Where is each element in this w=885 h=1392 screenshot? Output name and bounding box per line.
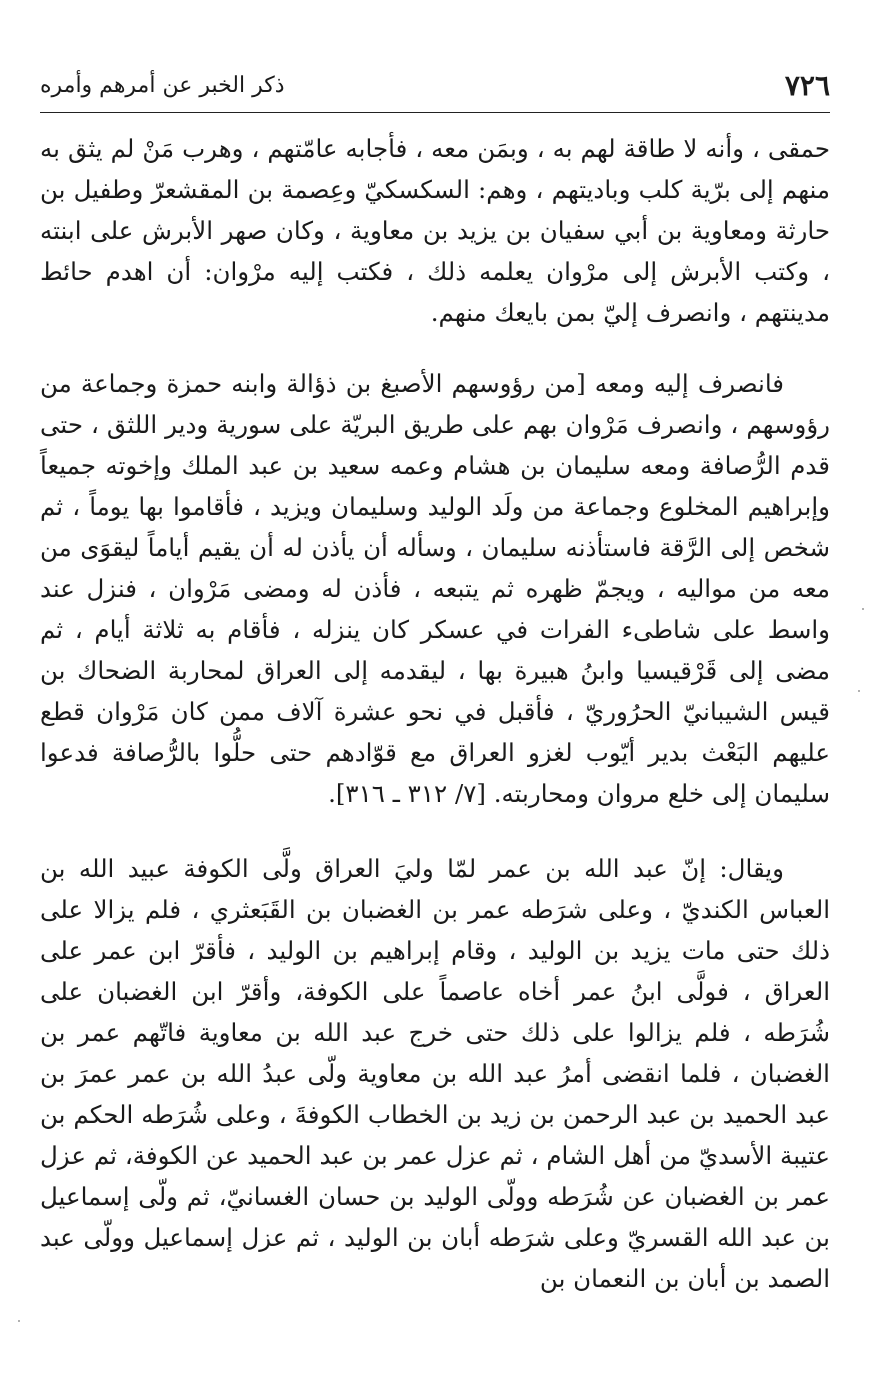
scan-speck bbox=[862, 608, 864, 610]
header-rule bbox=[40, 112, 830, 113]
paragraph-3: ويقال: إنّ عبد الله بن عمر لمّا وليَ العراق ولَّى الكوفة عبيد الله بن العباس الكنديّ ، وعلى شرَطه عمر بن الغضبان بن القَبَعثري ، فلم يزالا على ذلك حتى مات يزيد بن الوليد ، وقام إبراهيم بن الوليد ، فأقرّ ابن عمر على العراق ، فولَّى ابنُ عمر أخاه عاصماً على الكوفة، وأقرّ ابن الغضبان على شُرَطه ، فلم يزالوا على ذلك حتى خرج عبد الله بن معاوية فاتّهم عمر بن الغضبان ، فلما انقضى أمرُ عبد الله بن معاوية ولّى عبدُ الله بن عمر عمرَ بن عبد الحميد بن عبد الرحمن بن زيد بن الخطاب الكوفةَ ، وعلى شُرَطه الحكم بن عتيبة الأسديّ من أهل الشام ، ثم عزل عمر بن عبد الحميد عن الكوفة، ثم عزل عمر بن الغضبان عن شُرَطه وولّى الوليد بن حسان الغسانيّ، ثم ولّى إسماعيل بن عبد الله القسريّ وعلى شرَطه أبان بن الوليد ، ثم عزل إسماعيل وولّى عبد الصمد بن أبان بن النعمان بن bbox=[40, 854, 830, 1293]
running-head: ذكر الخبر عن أمرهم وأمره bbox=[40, 73, 285, 98]
paragraph-1: حمقى ، وأنه لا طاقة لهم به ، وبمَن معه ، فأجابه عامّتهم ، وهرب مَنْ لم يثق به منهم إلى برّية كلب وباديتهم ، وهم: السكسكيّ وعِصمة بن المقشعرّ وطفيل بن حارثة ومعاوية بن أبي سفيان بن يزيد بن معاوية ، وكان صهر الأبرش على ابنته ، وكتب الأبرش إلى مرْوان يعلمه ذلك ، فكتب إليه مرْوان: أن اهدم حائط مدينتهم ، وانصرف إليّ بمن بايعك منهم. bbox=[40, 134, 830, 327]
page-number: ٧٢٦ bbox=[784, 69, 830, 102]
paragraph-2: فانصرف إليه ومعه [من رؤوسهم الأصبغ بن ذؤالة وابنه حمزة وجماعة من رؤوسهم ، وانصرف مَرْوان بهم على طريق البريّة على سورية ودير اللثق ، حتى قدم الرُّصافة ومعه سليمان بن هشام وعمه سعيد بن عبد الملك وإخوته جميعاً وإبراهيم المخلوع وجماعة من ولَد الوليد وسليمان ويزيد ، فأقاموا بها يوماً ، ثم شخص إلى الرَّقة فاستأذنه سليمان ، وسأله أن يأذن له أن يقيم أياماً ليقوَى من معه من مواليه ، ويجمّ ظهره ثم يتبعه ، فأذن له ومضى مَرْوان ، فنزل عند واسط على شاطىء الفرات في عسكر كان ينزله ، فأقام به ثلاثة أيام ، ثم مضى إلى قَرْقيسيا وابنُ هبيرة بها ، ليقدمه إلى العراق لمحاربة الضحاك بن قيس الشيبانيّ الحرُوريّ ، فأقبل في نحو عشرة آلاف ممن كان مَرْوان قطع عليهم البَعْث بدير أيّوب لغزو العراق مع قوّادهم حتى حلُّوا بالرُّصافة فدعوا سليمان إلى خلع مروان ومحاربته. [٧/ ٣١٢ ـ ٣١٦]. bbox=[40, 369, 830, 808]
body-text bbox=[40, 128, 830, 1299]
scan-speck bbox=[858, 690, 860, 692]
page-header bbox=[40, 66, 830, 106]
scan-speck bbox=[18, 1320, 20, 1322]
